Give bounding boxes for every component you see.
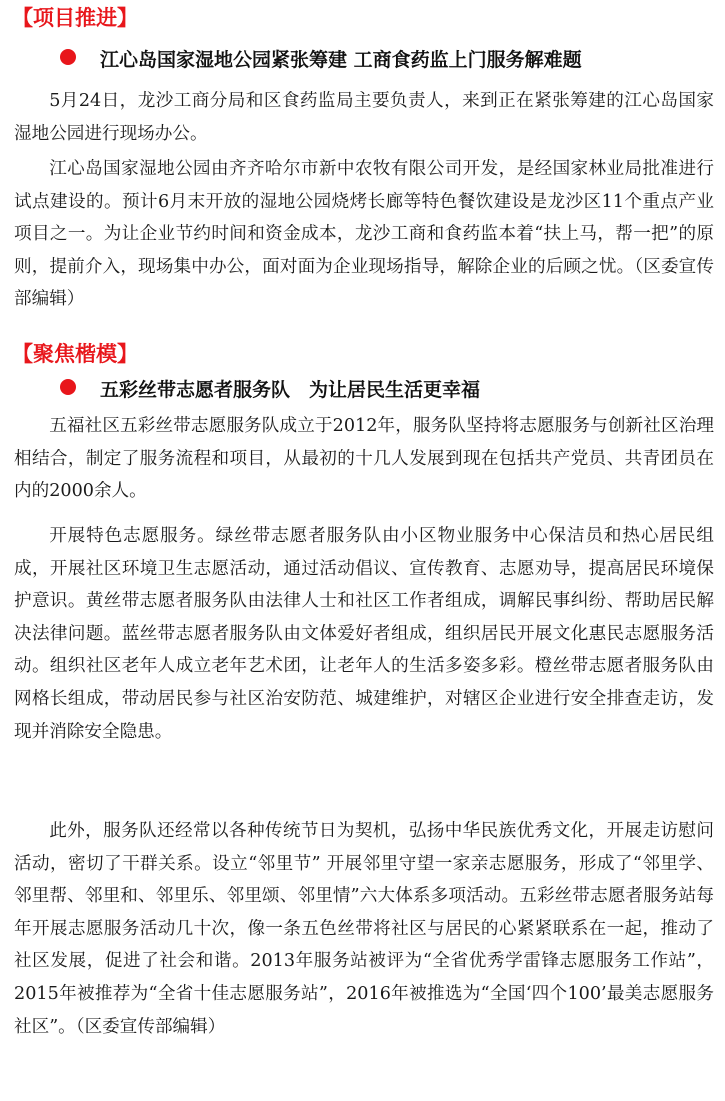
headline-text: 五彩丝带志愿者服务队 为让居民生活更幸福 [100, 379, 481, 401]
paragraph: 开展特色志愿服务。绿丝带志愿者服务队由小区物业服务中心保洁员和热心居民组成，开展社区环境卫生志愿活动，通过活动倡议、宣传教育、志愿劝导，提高居民环境保护意识。黄丝带志愿者服务队由法律人士和社区工作者组成，调解民事纠纷、帮助居民解决法律问题。蓝丝带志愿者服务队由文体爱好者组成，组织居民开展文化惠民志愿服务活动。组织社区老年人成立老年艺术团，让老年人的生活多姿多彩。橙丝带志愿者服务队由网格长组成，带动居民参与社区治安防范、城建维护，对辖区企业进行安全排查走访，发现并消除安全隐患。 [14, 526, 714, 742]
paragraph: 此外，服务队还经常以各种传统节日为契机，弘扬中华民族优秀文化，开展走访慰问活动，密切了干群关系。设立“邻里节” 开展邻里守望一家亲志愿服务，形成了“邻里学、邻里帮、邻里和、邻里乐、邻里颂、邻里情”六大体系多项活动。五彩丝带志愿者服务站每年开展志愿服务活动几十次，像一条五色丝带将社区与居民的心紧紧联系在一起，推动了社区发展，促进了社会和谐。2013年服务站被评为“全省优秀学雷锋志愿服务工作站”，2015年被推荐为“全省十佳志愿服务站”，2016年被推选为“全国‘四个100’最美志愿服务社区”。（区委宣传部编辑） [14, 821, 714, 1037]
article-headline-wetland [60, 45, 582, 73]
red-dot-bullet-icon [60, 49, 76, 65]
paragraph: 5月24日，龙沙工商分局和区食药监局主要负责人，来到正在紧张筹建的江心岛国家湿地公园进行现场办公。 [14, 91, 714, 144]
paragraph: 江心岛国家湿地公园由齐齐哈尔市新中农牧有限公司开发，是经国家林业局批准进行试点建设的。预计6月末开放的湿地公园烧烤长廊等特色餐饮建设是龙沙区11个重点产业项目之一。为让企业节约时间和资金成本，龙沙工商和食药监本着“扶上马，帮一把”的原则，提前介入，现场集中办公，面对面为企业现场指导，解除企业的后顾之忧。（区委宣传部编辑） [14, 159, 714, 310]
section-heading-role-model: 【聚焦楷模】 [12, 342, 138, 366]
headline-text: 江心岛国家湿地公园紧张筹建 工商食药监上门服务解难题 [100, 49, 582, 71]
red-dot-bullet-icon [60, 379, 76, 395]
section-heading-project: 【项目推进】 [12, 6, 138, 30]
article-headline-volunteers [60, 375, 480, 403]
paragraph: 五福社区五彩丝带志愿服务队成立于2012年，服务队坚持将志愿服务与创新社区治理相结合，制定了服务流程和项目，从最初的十几人发展到现在包括共产党员、共青团员在内的2000余人。 [14, 416, 714, 502]
